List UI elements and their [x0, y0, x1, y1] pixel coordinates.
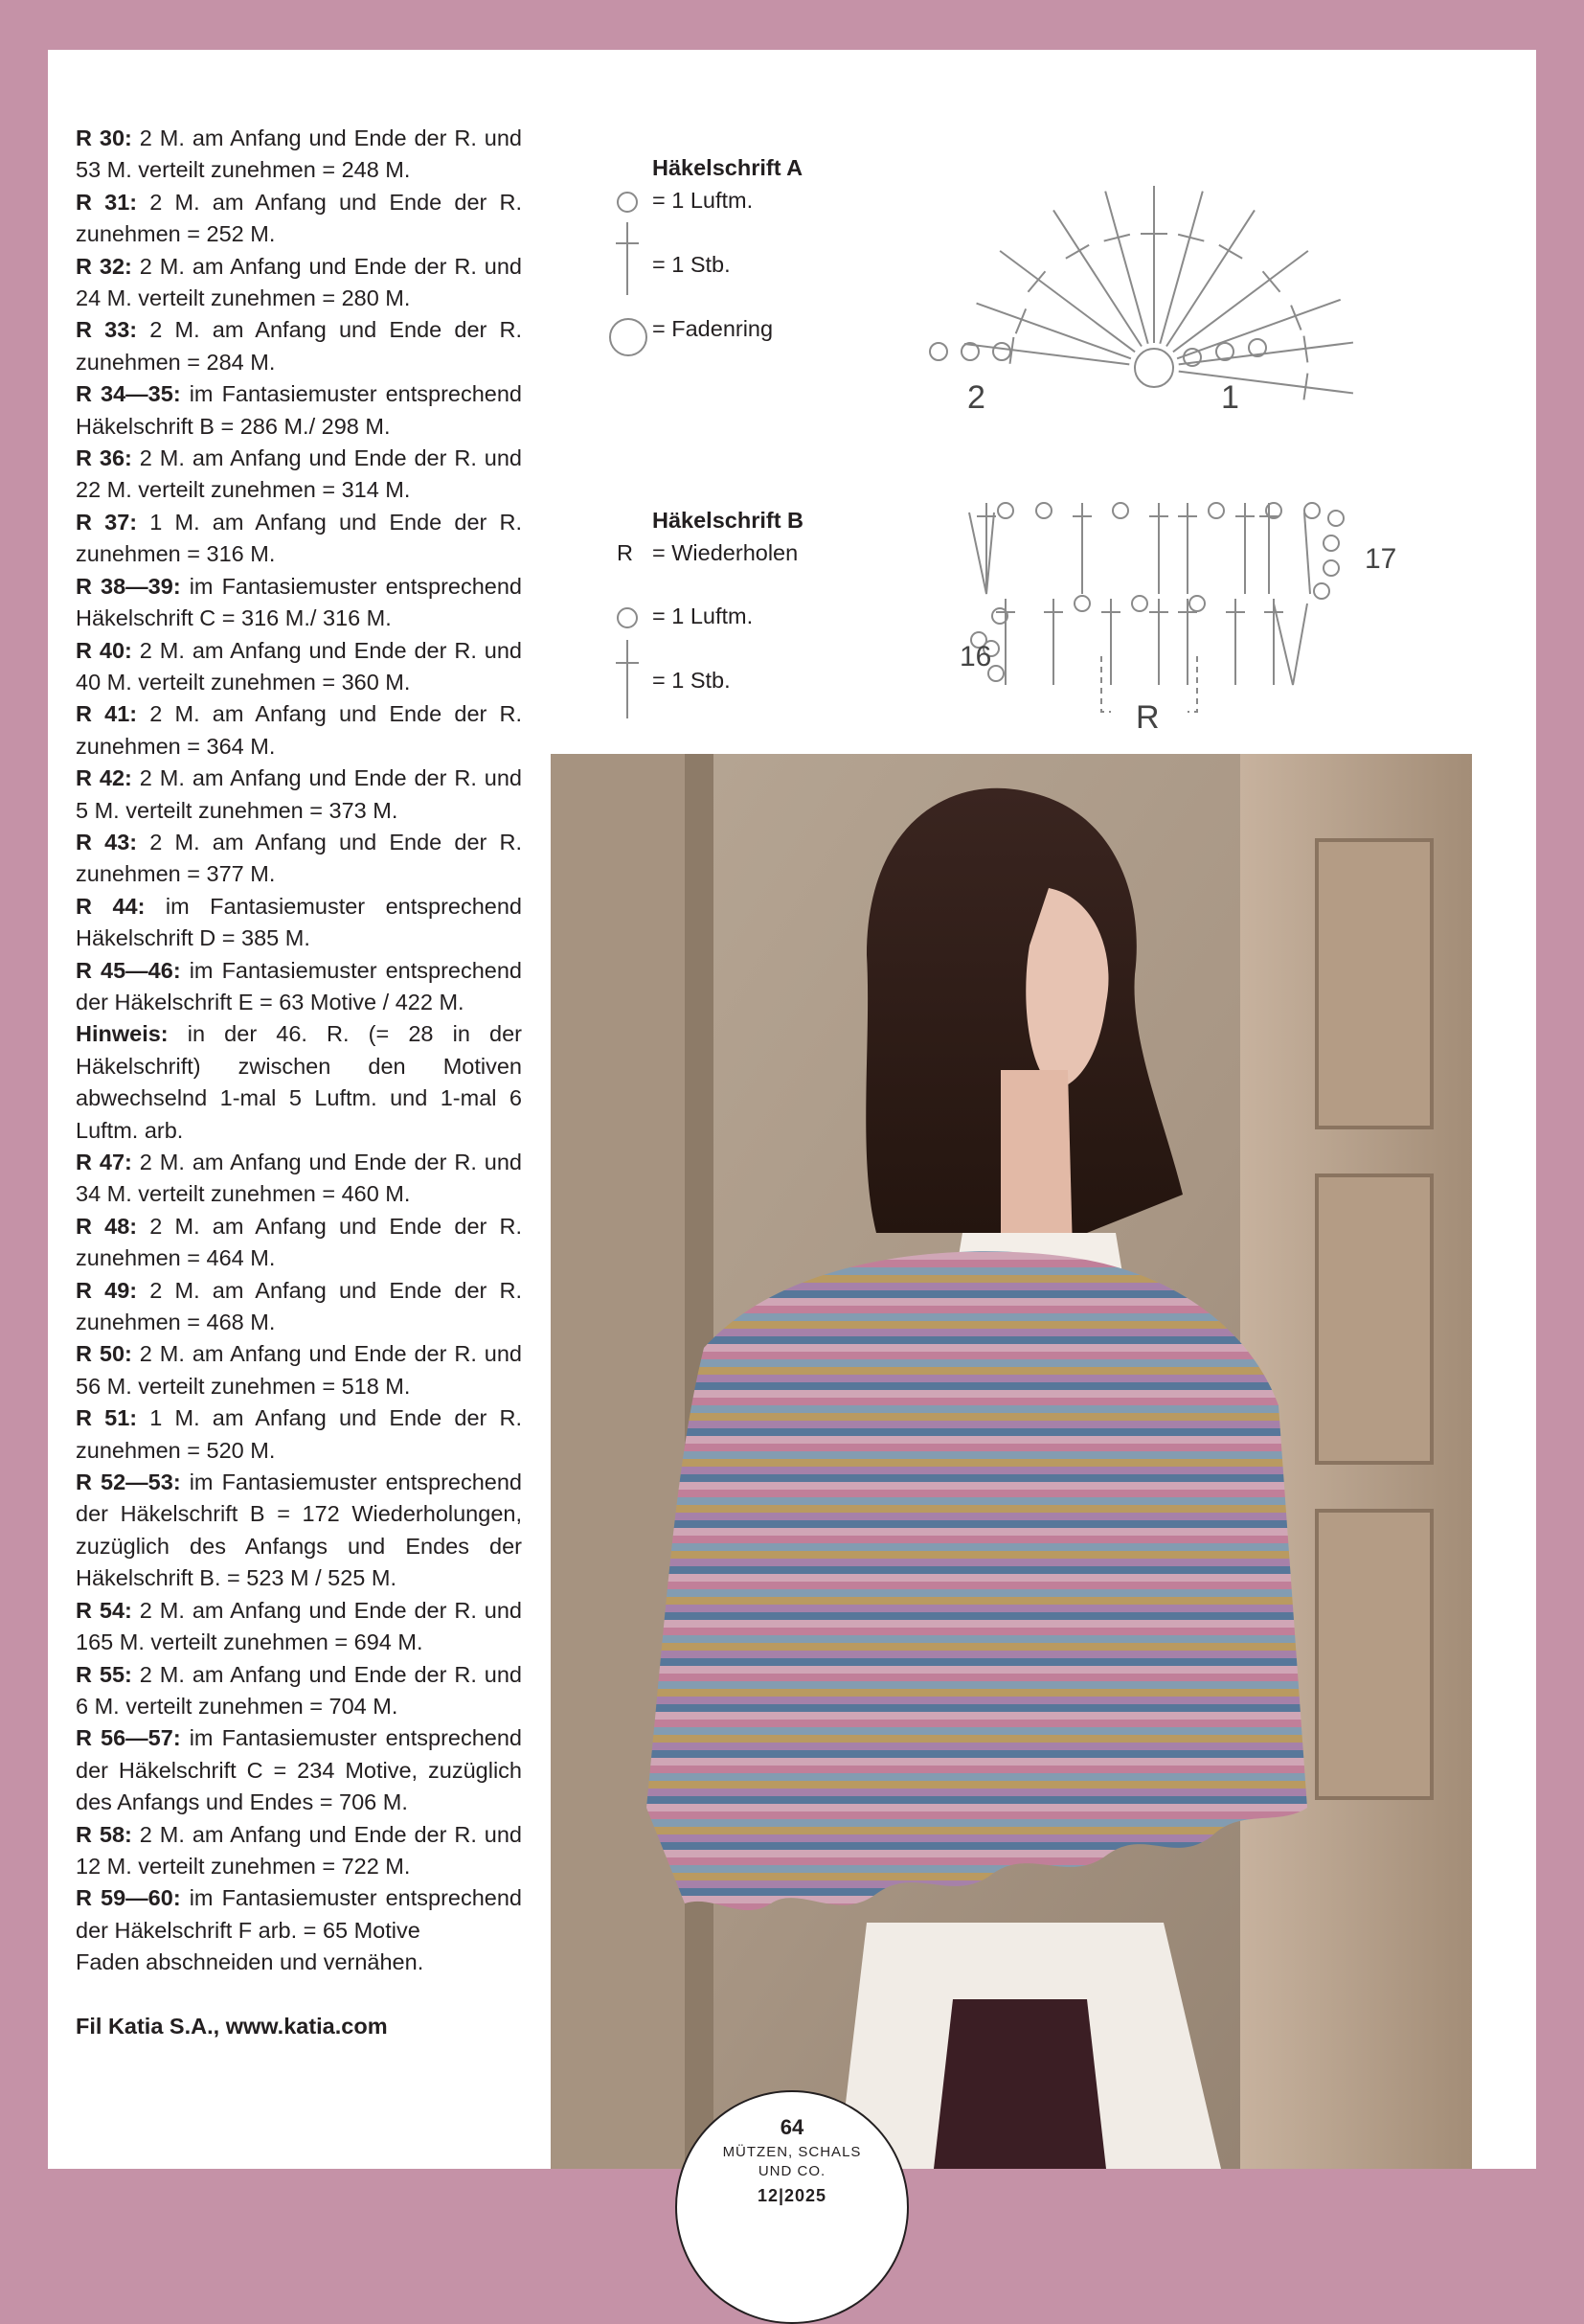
chart-b-stitch [969, 513, 994, 594]
chart-a-stitch [964, 344, 1129, 364]
instruction-text: 2 M. am Anfang und Ende der R. und 12 M. verteilt zunehmen = 722 M. [76, 1821, 522, 1879]
instruction-row [76, 1595, 522, 1659]
instruction-text: 1 M. am Anfang und Ende der R. zunehmen = 520 M. [76, 1405, 523, 1463]
chart-b-chain [1209, 503, 1224, 518]
instruction-text: 2 M. am Anfang und Ende der R. zunehmen = 252 M. [76, 189, 523, 247]
instruction-row [76, 827, 522, 891]
instruction-label: R 41: [76, 701, 138, 727]
instruction-row [76, 1275, 522, 1339]
model-photo [551, 754, 1472, 2169]
instruction-text: 2 M. am Anfang und Ende der R. zunehmen = 464 M. [76, 1213, 523, 1271]
instruction-label: R 48: [76, 1213, 138, 1239]
chart-a-stitch [1053, 210, 1142, 346]
instruction-text: im Fantasiemuster entsprechend der Häkelschrift E = 63 Motive / 422 M. [76, 957, 522, 1014]
instruction-row [76, 955, 522, 1019]
chart-a-stitch [1166, 210, 1255, 346]
chart-b-chain [998, 503, 1013, 518]
instruction-text: 2 M. am Anfang und Ende der R. und 40 M. verteilt zunehmen = 360 M. [76, 637, 522, 695]
instruction-label: R 58: [76, 1821, 132, 1847]
legend-a [601, 151, 850, 381]
instruction-label: R 36: [76, 445, 132, 471]
instructions-column [76, 123, 522, 2042]
instruction-text: 1 M. am Anfang und Ende der R. zunehmen = 316 M. [76, 509, 523, 567]
instruction-label: R 59—60: [76, 1885, 181, 1911]
instruction-text: 2 M. am Anfang und Ende der R. und 5 M. verteilt zunehmen = 373 M. [76, 765, 522, 823]
chart-b-chain [1036, 503, 1052, 518]
chart-b-chain [1328, 511, 1344, 526]
instruction-text: im Fantasiemuster entsprechend der Häkelschrift F arb. = 65 Motive [76, 1885, 522, 1943]
legend-a-chain: = 1 Luftm. [652, 188, 754, 213]
instruction-text: im Fantasiemuster entsprechend Häkelschrift D = 385 M. [76, 893, 523, 951]
instruction-text: 2 M. am Anfang und Ende der R. und 34 M. verteilt zunehmen = 460 M. [76, 1150, 522, 1207]
instruction-row [76, 1147, 522, 1211]
instruction-text: 2 M. am Anfang und Ende der R. und 6 M. verteilt zunehmen = 704 M. [76, 1661, 522, 1719]
instruction-row [76, 763, 522, 827]
chart-b-chain [1189, 596, 1205, 611]
chain-icon [615, 605, 640, 630]
instruction-row [76, 1882, 522, 1947]
instruction-label: R 52—53: [76, 1470, 181, 1495]
chart-a-diagram [900, 115, 1398, 422]
instruction-label: R 42: [76, 765, 132, 791]
chart-a-row-left: 2 [967, 379, 985, 416]
instruction-row [76, 187, 522, 251]
chart-b-stitch [1274, 604, 1307, 685]
instruction-row [76, 443, 522, 507]
instruction-row [76, 891, 522, 955]
instruction-label: R 44: [76, 893, 146, 919]
chart-a-chain [1216, 343, 1233, 360]
chart-b-chain [1314, 583, 1329, 599]
instruction-label: R 50: [76, 1341, 132, 1367]
chart-a-stitch [1177, 300, 1341, 358]
legend-b [601, 504, 850, 734]
instruction-label: R 33: [76, 317, 138, 343]
instruction-text: 2 M. am Anfang und Ende der R. zunehmen = 364 M. [76, 701, 523, 759]
instruction-text: in der 46. R. (= 28 in der Häkelschrift) zwischen den Motiven abwechselnd 1-mal 5 Luftm. und 1-mal 6 Luftm. arb. [76, 1021, 522, 1143]
instruction-row [76, 1659, 522, 1723]
instruction-row [76, 1467, 522, 1595]
stitch-icon [613, 638, 642, 720]
instruction-text: 2 M. am Anfang und Ende der R. und 22 M. verteilt zunehmen = 314 M. [76, 445, 522, 503]
stitch-icon [613, 220, 642, 297]
instruction-label: Hinweis: [76, 1021, 169, 1047]
legend-b-stitch: = 1 Stb. [652, 668, 731, 693]
photo-illustration [551, 754, 1472, 2169]
chart-b-chain [1304, 503, 1320, 518]
legend-b-repeat: = Wiederholen [652, 540, 799, 565]
closing-line: Faden abschneiden und vernähen. [76, 1949, 424, 1975]
chart-a-stitch [1160, 192, 1203, 344]
issue-number: 12|2025 [757, 2186, 827, 2205]
instruction-row [76, 1722, 522, 1818]
chart-a-chain [930, 343, 947, 360]
instruction-text: 2 M. am Anfang und Ende der R. zunehmen = 284 M. [76, 317, 523, 375]
legend-a-stitch: = 1 Stb. [652, 252, 731, 277]
instruction-text: 2 M. am Anfang und Ende der R. und 53 M. verteilt zunehmen = 248 M. [76, 125, 522, 183]
instruction-row [76, 507, 522, 571]
instruction-text: im Fantasiemuster entsprechend der Häkelschrift C = 234 Motive, zuzüglich des Anfangs und Endes = 706 M. [76, 1725, 522, 1815]
chart-b-repeat-mark: R [1136, 699, 1160, 736]
instruction-row [76, 123, 522, 187]
instruction-label: R 43: [76, 829, 138, 854]
legend-b-chain: = 1 Luftm. [652, 604, 754, 628]
instruction-row [76, 571, 522, 635]
instruction-text: 2 M. am Anfang und Ende der R. zunehmen = 377 M. [76, 829, 523, 887]
instruction-label: R 32: [76, 253, 132, 279]
chart-b-chain [1132, 596, 1147, 611]
instruction-text: 2 M. am Anfang und Ende der R. zunehmen = 468 M. [76, 1277, 523, 1335]
instruction-row [76, 251, 522, 315]
instruction-label: R 49: [76, 1277, 138, 1303]
chart-b-chain [1324, 560, 1339, 576]
instruction-label: R 56—57: [76, 1725, 181, 1751]
instruction-label: R 51: [76, 1405, 138, 1431]
chain-icon [615, 190, 640, 215]
chart-b-stitch [1304, 513, 1310, 594]
chart-a-stitch [1173, 251, 1308, 352]
instruction-label: R 34—35: [76, 381, 181, 407]
instruction-row [76, 1402, 522, 1467]
instruction-text: 2 M. am Anfang und Ende der R. und 165 M. verteilt zunehmen = 694 M. [76, 1597, 522, 1655]
chart-b-chain [1324, 535, 1339, 551]
chart-b-row-top: 17 [1365, 543, 1397, 575]
chart-a-ring [1135, 349, 1173, 387]
instruction-label: R 54: [76, 1597, 132, 1623]
instruction-text: im Fantasiemuster entsprechend der Häkelschrift B = 172 Wiederholungen, zuzüglich des Anfangs und Endes der Häkelschrift B. = 523 M / 525 M. [76, 1470, 522, 1591]
chart-a-stitch [1105, 192, 1148, 344]
page-badge [675, 2090, 909, 2324]
legend-b-repeat-symbol: R [617, 540, 633, 565]
magazine-title-line1: MÜTZEN, SCHALS [722, 2144, 862, 2160]
instruction-text: im Fantasiemuster entsprechend Häkelschrift B = 286 M./ 298 M. [76, 381, 522, 439]
ring-icon [607, 316, 649, 358]
instruction-label: R 45—46: [76, 957, 181, 983]
instruction-label: R 47: [76, 1150, 132, 1174]
chart-a-row-right: 1 [1221, 379, 1239, 416]
magazine-title-line2: UND CO. [758, 2163, 826, 2179]
instruction-text: im Fantasiemuster entsprechend Häkelschrift C = 316 M./ 316 M. [76, 573, 522, 631]
legend-b-title: Häkelschrift B [652, 508, 804, 533]
instruction-row [76, 1018, 522, 1147]
instruction-label: R 37: [76, 509, 138, 535]
instruction-row [76, 635, 522, 699]
chart-a-stitch [1179, 372, 1353, 394]
instruction-label: R 38—39: [76, 573, 181, 599]
chart-b-chain [1113, 503, 1128, 518]
instruction-label: R 31: [76, 189, 138, 215]
chart-b-chain [1075, 596, 1090, 611]
credit-line: Fil Katia S.A., www.katia.com [76, 2013, 388, 2039]
instruction-row [76, 1211, 522, 1275]
chart-b-diagram [948, 484, 1427, 747]
instruction-row [76, 378, 522, 443]
instruction-row [76, 1338, 522, 1402]
instruction-row [76, 698, 522, 763]
legend-a-ring: = Fadenring [652, 316, 774, 341]
instruction-label: R 55: [76, 1661, 132, 1687]
chart-b-row-bottom: 16 [960, 641, 992, 672]
legend-a-title: Häkelschrift A [652, 155, 803, 180]
chart-a-chain [993, 343, 1010, 360]
instruction-row [76, 1819, 522, 1883]
instruction-row [76, 314, 522, 378]
instruction-text: 2 M. am Anfang und Ende der R. und 24 M. verteilt zunehmen = 280 M. [76, 253, 522, 311]
page-number: 64 [780, 2115, 804, 2139]
instruction-label: R 30: [76, 125, 132, 150]
instruction-label: R 40: [76, 637, 132, 663]
instruction-text: 2 M. am Anfang und Ende der R. und 56 M. verteilt zunehmen = 518 M. [76, 1341, 522, 1399]
